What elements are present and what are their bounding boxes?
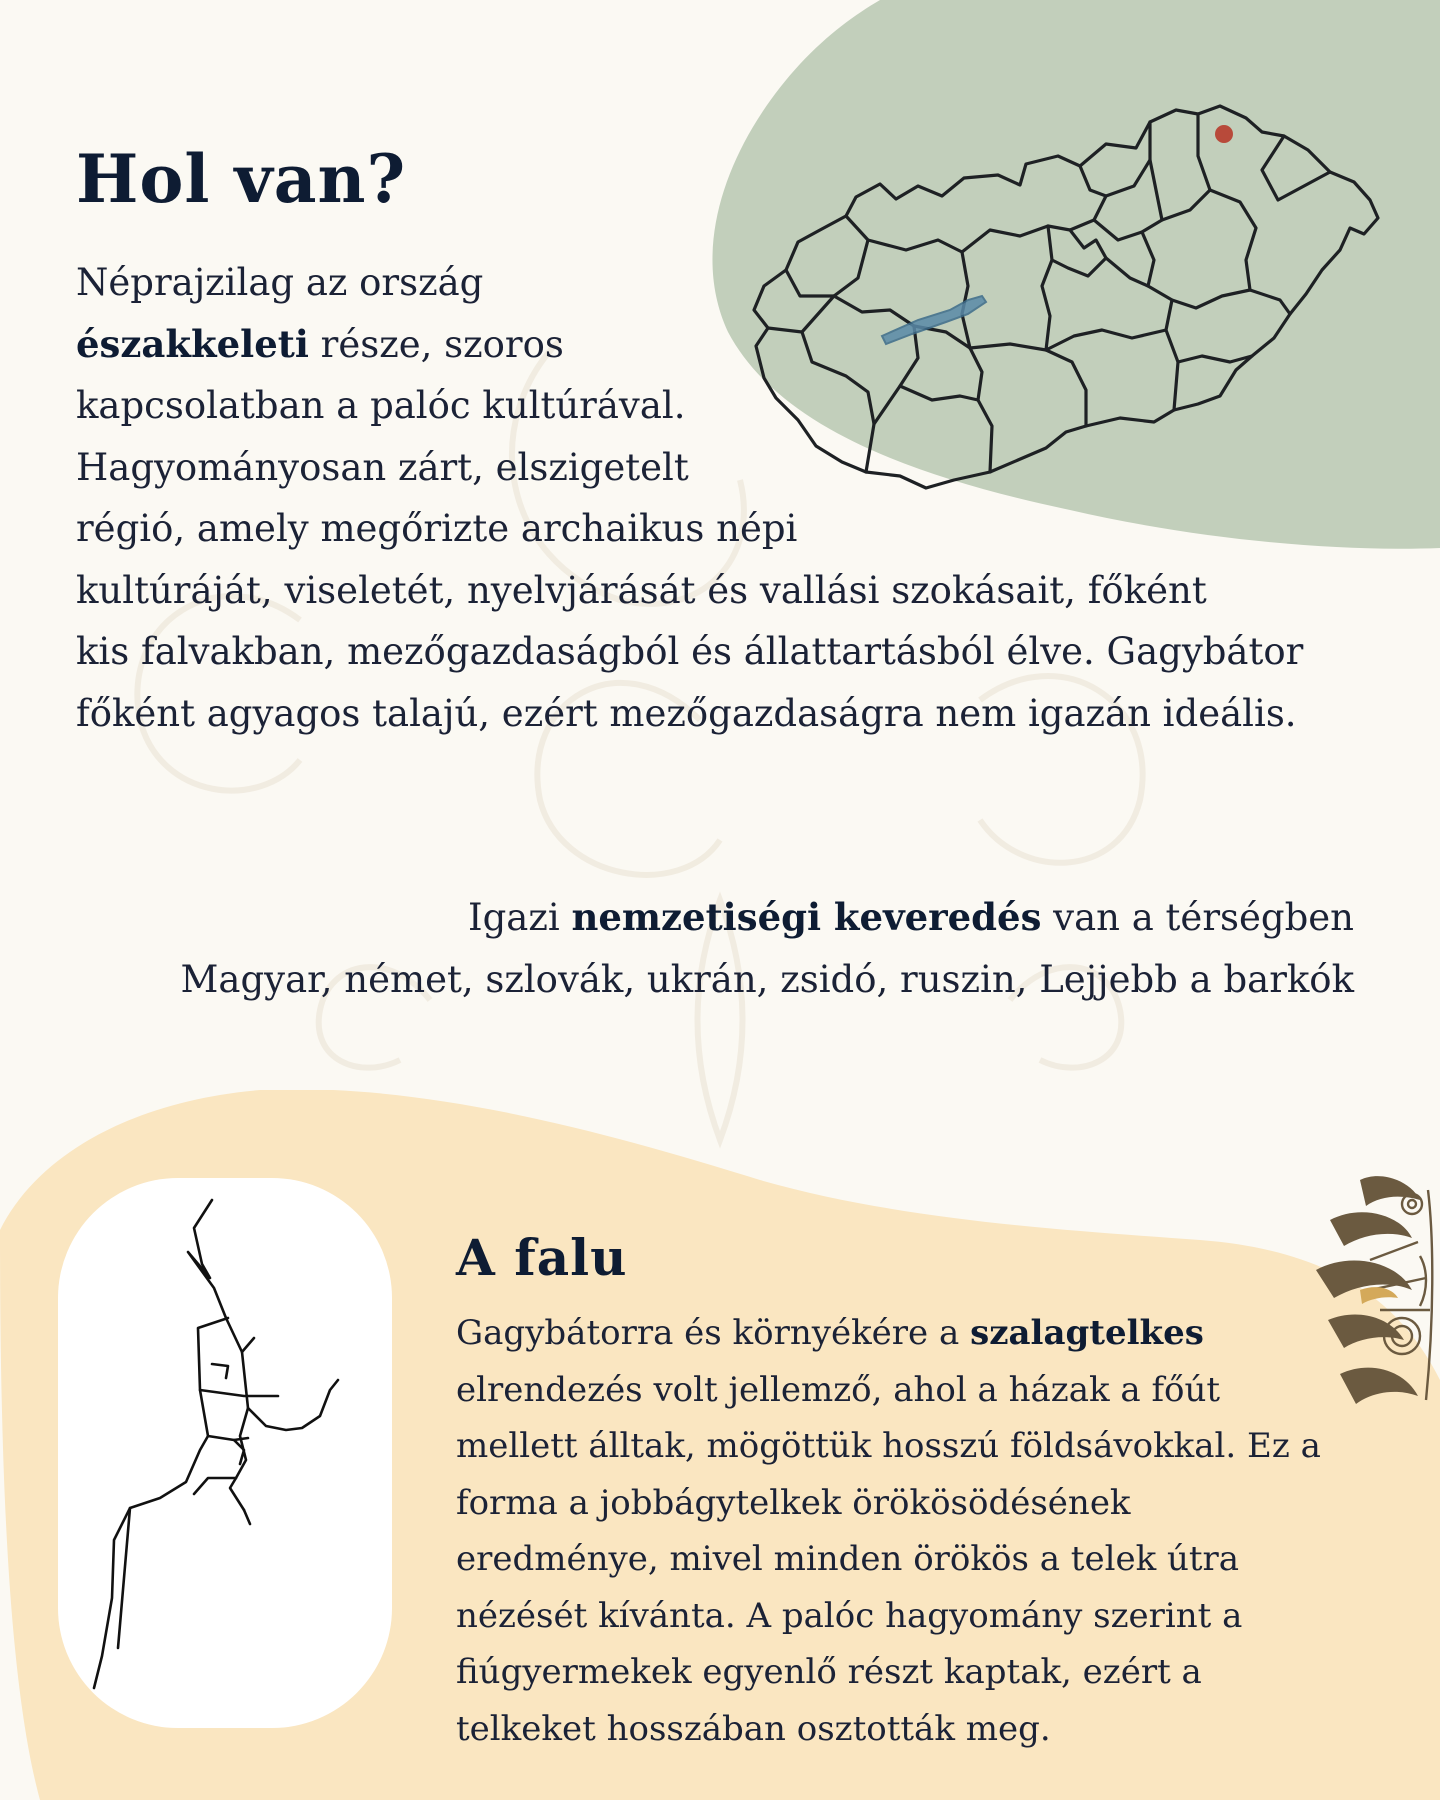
village-line (456, 1305, 1386, 1362)
village-line: forma a jobbágytelkek örökösödésének (456, 1482, 1131, 1523)
intro-line: Néprajzilag az ország (76, 261, 484, 304)
intro-line: kapcsolatban a palóc kultúrával. (76, 384, 686, 427)
location-marker-icon (1215, 125, 1233, 143)
ethnicity-line (181, 886, 1354, 949)
highlight-text: északkeleti (76, 321, 309, 366)
ethnicity-text: Igazi (468, 896, 572, 939)
intro-line (76, 314, 1376, 376)
intro-line: Hagyományosan zárt, elszigetelt (76, 445, 689, 489)
ethnicity-line: Magyar, német, szlovák, ukrán, zsidó, ruszin, Lejjebb a barkók (180, 958, 1354, 1001)
village-line: eredménye, mivel minden örökös a telek útra (456, 1539, 1240, 1579)
folk-ornament-icon (1300, 1160, 1440, 1420)
village-road-map-icon (58, 1178, 392, 1728)
section-title: A falu (456, 1228, 628, 1287)
village-paragraph (456, 1305, 1386, 1757)
village-line: fiúgyermekek egyenlő részt kaptak, ezért a (456, 1652, 1202, 1692)
village-line: elrendezés volt jellemző, ahol a házak a főút (456, 1369, 1221, 1410)
village-line: mellett álltak, mögöttük hosszú földsávokkal. Ez a (456, 1426, 1321, 1466)
intro-line: kis falvakban, mezőgazdaságból és állattartásból élve. Gagybátor (76, 630, 1304, 673)
intro-paragraph (76, 252, 1376, 744)
intro-line: kultúráját, viseletét, nyelvjárását és vallási szokásait, főként (76, 568, 1207, 612)
village-line: telkeket hosszában osztották meg. (456, 1708, 1051, 1749)
village-line: nézését kívánta. A palóc hagyomány szerint a (456, 1595, 1243, 1636)
highlight-text: nemzetiségi keveredés (571, 895, 1042, 939)
village-text: Gagybátorra és környékére a (456, 1313, 971, 1353)
intro-line: régió, amely megőrizte archaikus népi (76, 507, 798, 550)
ethnicity-paragraph (181, 886, 1354, 1011)
page-title: Hol van? (76, 140, 407, 218)
intro-text: része, szoros (308, 322, 564, 366)
highlight-text: szalagtelkes (970, 1313, 1204, 1353)
ethnicity-text: van a térségben (1041, 896, 1354, 939)
intro-line: főként agyagos talajú, ezért mezőgazdaságra nem igazán ideális. (76, 691, 1297, 735)
